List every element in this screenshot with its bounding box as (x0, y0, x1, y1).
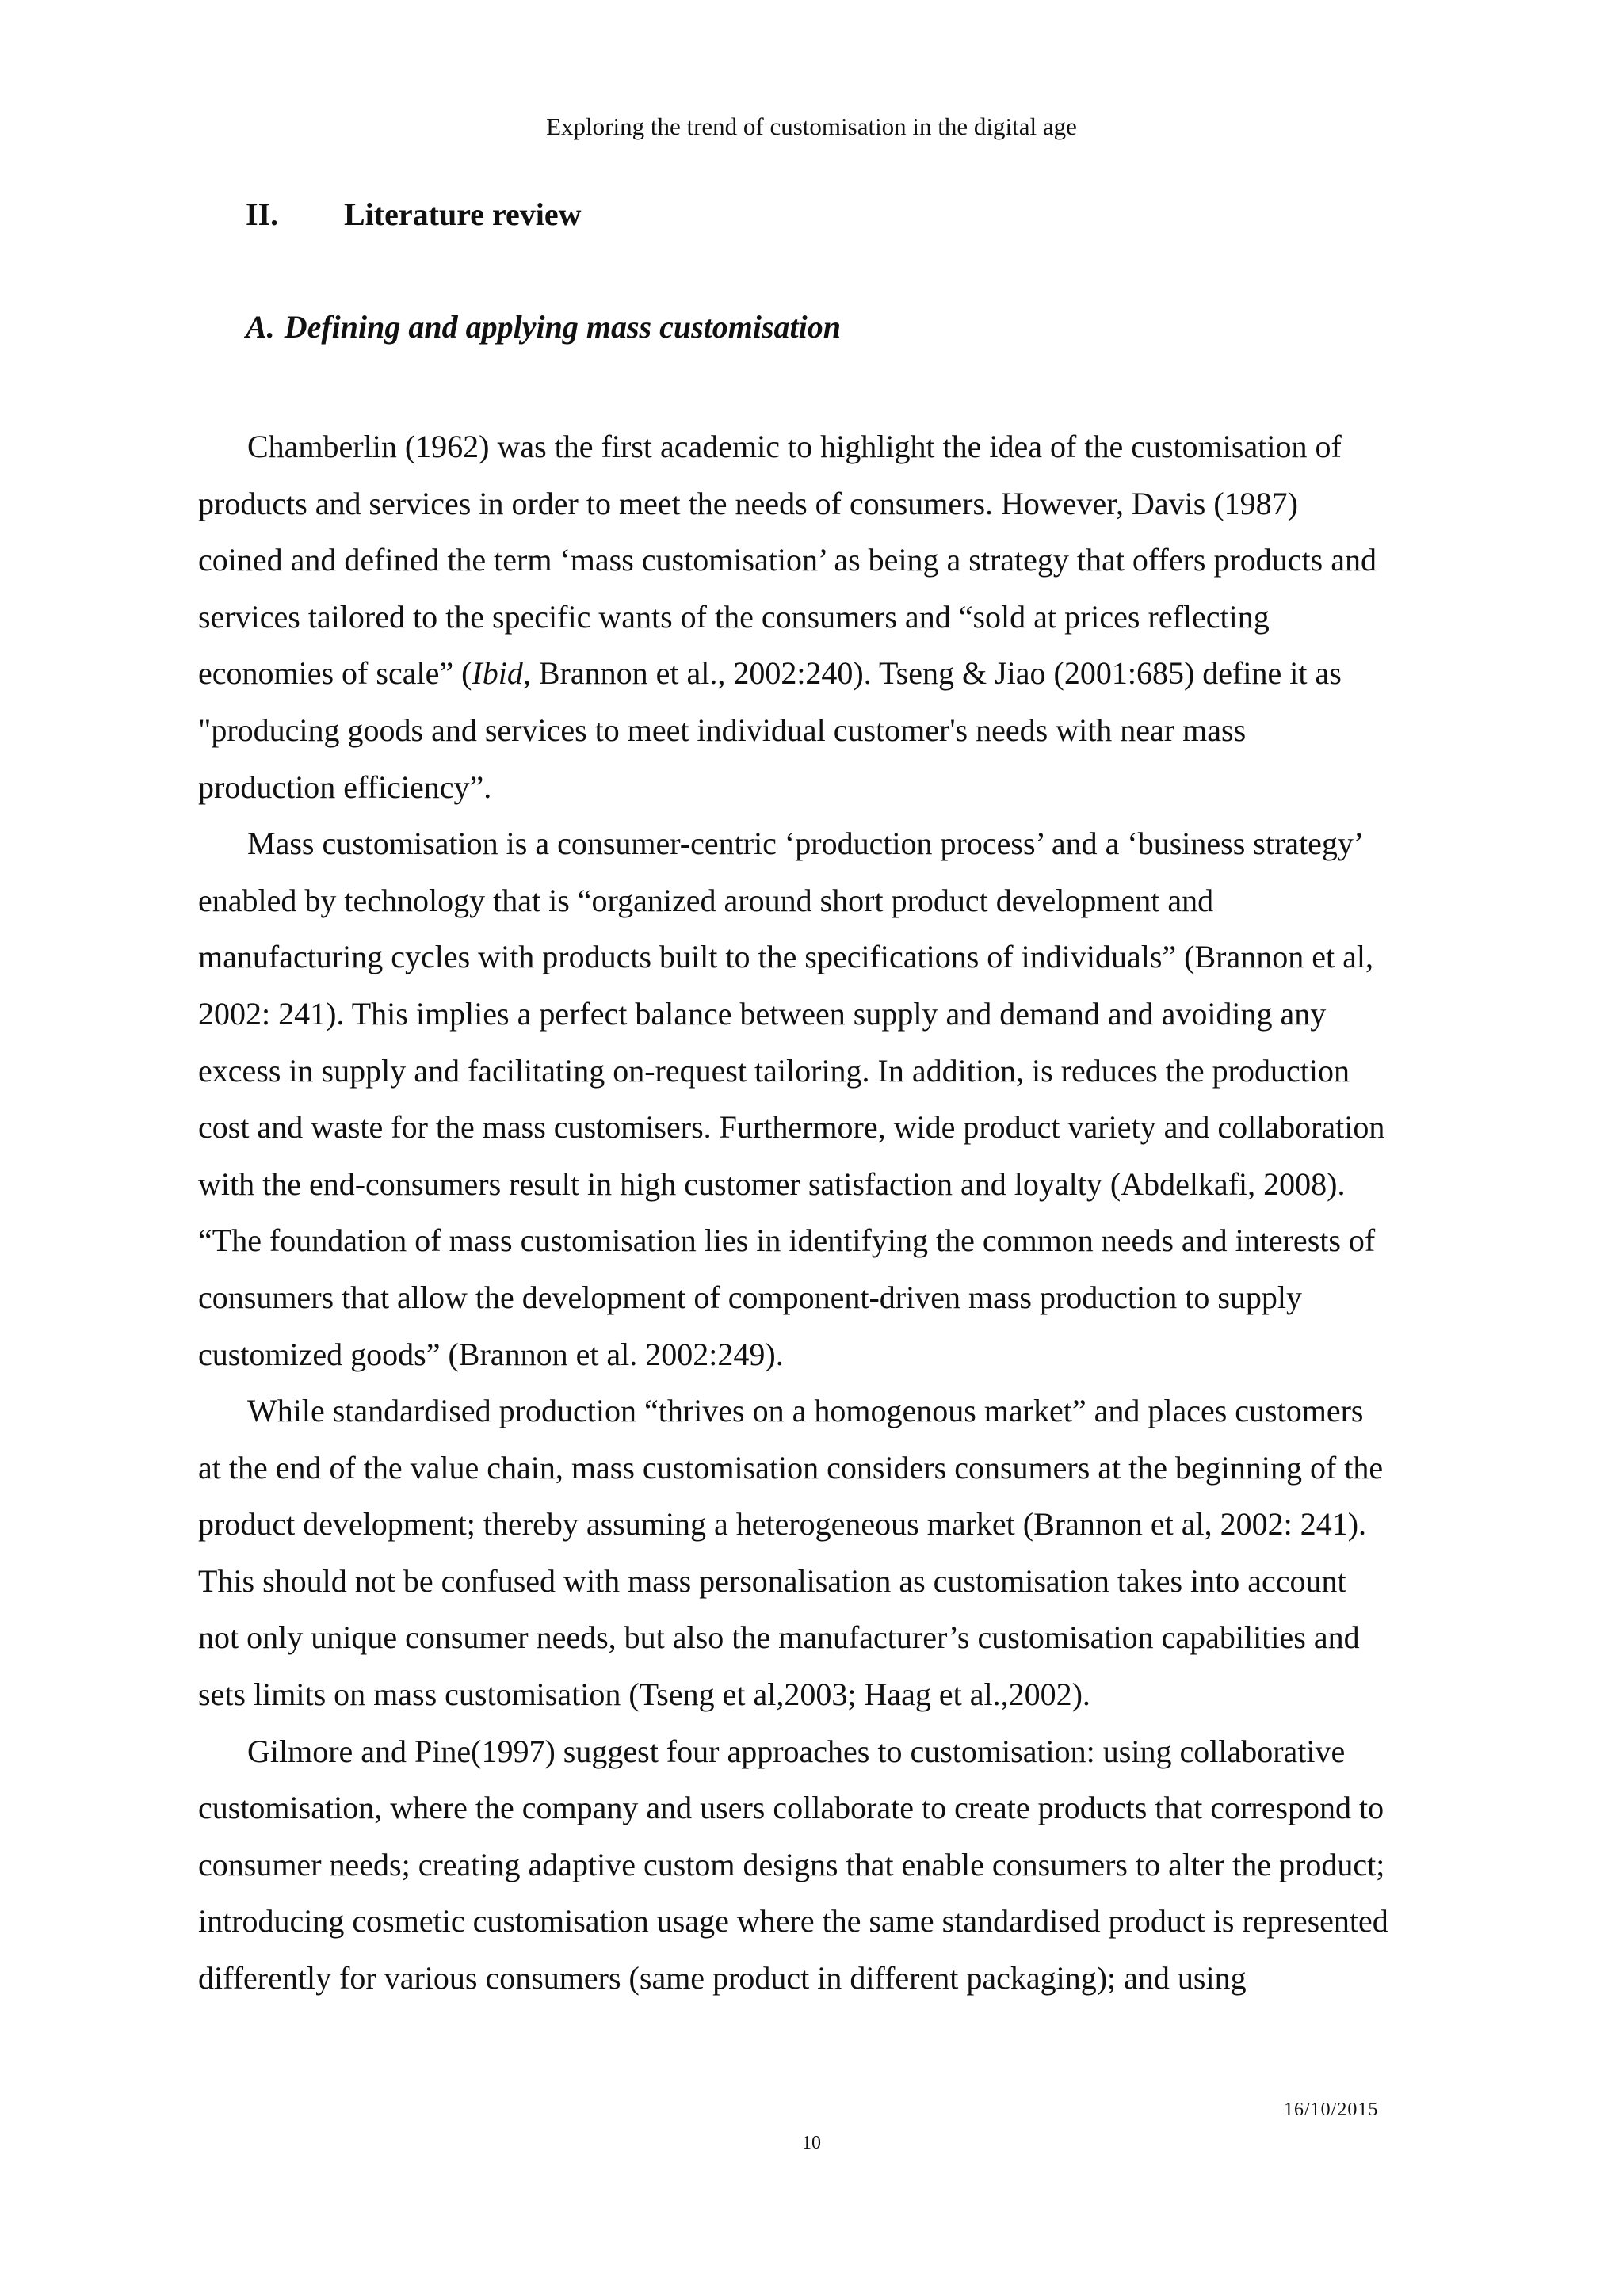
text-line: coined and defined the term ‘mass customisation’ as being a strategy that offers products and (198, 542, 1377, 578)
text-line: While standardised production “thrives on a homogenous market” and places customers (247, 1393, 1364, 1429)
running-header: Exploring the trend of customisation in the digital age (546, 113, 1077, 140)
text-line: products and services in order to meet the needs of consumers. However, Davis (1987) (198, 485, 1298, 521)
text-line: This should not be confused with mass personalisation as customisation takes into account (198, 1562, 1346, 1599)
text-line: manufacturing cycles with products built to the specifications of individuals” (Brannon et al, (198, 939, 1373, 975)
text-fragment: economies of scale” ( (198, 655, 472, 692)
text-line: “The foundation of mass customisation lies in identifying the common needs and interests of (198, 1222, 1376, 1259)
text-line: Mass customisation is a consumer-centric ‘production process’ and a ‘business strategy’ (247, 826, 1365, 862)
footer-date: 16/10/2015 (1284, 2100, 1379, 2120)
text-line (198, 655, 1342, 691)
paragraph-1 (198, 418, 1442, 815)
paragraph-4 (198, 1723, 1442, 2007)
text-line: production efficiency”. (198, 769, 492, 805)
section-heading (246, 194, 582, 235)
text-line: product development; thereby assuming a heterogeneous market (Brannon et al, 2002: 241). (198, 1506, 1367, 1543)
text-line: introducing cosmetic customisation usage where the same standardised product is represented (198, 1903, 1388, 1939)
text-line: Gilmore and Pine(1997) suggest four approaches to customisation: using collaborative (247, 1733, 1346, 1769)
text-line: Chamberlin (1962) was the first academic to highlight the idea of the customisation of (247, 429, 1342, 464)
paragraph-2 (198, 815, 1442, 1383)
paragraph-3 (198, 1383, 1442, 1723)
text-line: cost and waste for the mass customisers. Furthermore, wide product variety and collaboration (198, 1109, 1385, 1146)
text-line: enabled by technology that is “organized around short product development and (198, 882, 1214, 918)
text-line: sets limits on mass customisation (Tseng et al,2003; Haag et al.,2002). (198, 1676, 1090, 1713)
text-fragment: , Brannon et al., 2002:240). Tseng & Jiao (2001:685) define it as (522, 655, 1342, 692)
text-line: not only unique consumer needs, but also the manufacturer’s customisation capabilities and (198, 1619, 1360, 1656)
text-line: consumer needs; creating adaptive custom designs that enable consumers to alter the product; (198, 1846, 1385, 1882)
ibid-citation: Ibid (472, 655, 523, 692)
section-title: Literature review (344, 196, 582, 232)
subsection-heading (246, 307, 841, 348)
subsection-letter: A. (246, 309, 275, 345)
text-line: 2002: 241). This implies a perfect balance between supply and demand and avoiding any (198, 995, 1327, 1032)
body-text (198, 418, 1442, 2007)
text-line: differently for various consumers (same product in different packaging); and using (198, 1960, 1247, 1997)
text-line: at the end of the value chain, mass customisation considers consumers at the beginning of the (198, 1449, 1384, 1486)
text-line: consumers that allow the development of component-driven mass production to supply (198, 1279, 1303, 1315)
page-number: 10 (802, 2133, 821, 2153)
section-number: II. (246, 196, 279, 232)
text-line: with the end-consumers result in high customer satisfaction and loyalty (Abdelkafi, 2008). (198, 1165, 1346, 1202)
text-line: customized goods” (Brannon et al. 2002:249). (198, 1336, 784, 1372)
text-line: excess in supply and facilitating on-request tailoring. In addition, is reduces the production (198, 1052, 1350, 1089)
subsection-title: Defining and applying mass customisation (284, 309, 842, 345)
text-line: services tailored to the specific wants of the consumers and “sold at prices reflecting (198, 598, 1270, 635)
text-line: customisation, where the company and users collaborate to create products that correspond to (198, 1790, 1384, 1826)
text-line: "producing goods and services to meet individual customer's needs with near mass (198, 711, 1247, 748)
